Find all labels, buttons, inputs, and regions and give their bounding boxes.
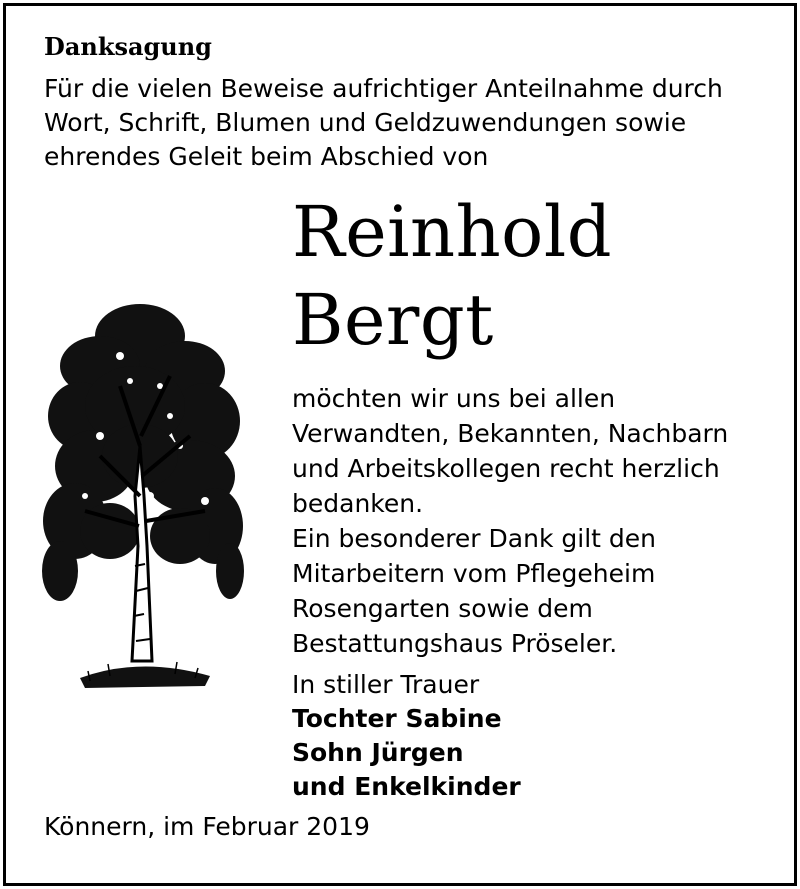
intro-line: ehrendes Geleit beim Abschied von — [44, 142, 489, 171]
signature-block — [292, 668, 772, 804]
thanks-line: möchten wir uns bei allen — [292, 384, 616, 413]
mourner-name: Tochter Sabine — [292, 704, 502, 733]
thanks-text — [292, 381, 772, 661]
deceased-first-name: Reinhold — [292, 191, 613, 273]
place-date: Könnern, im Februar 2019 — [44, 812, 370, 841]
thanks-line: Mitarbeitern vom Pflegeheim — [292, 559, 656, 588]
deceased-name — [292, 188, 612, 364]
thanks-line: Ein besonderer Dank gilt den — [292, 524, 656, 553]
mourner-name: und Enkelkinder — [292, 772, 521, 801]
mourner-name: Sohn Jürgen — [292, 738, 464, 767]
closing-phrase: In stiller Trauer — [292, 670, 480, 699]
thanks-line: bedanken. — [292, 489, 424, 518]
notice-heading: Danksagung — [44, 32, 212, 61]
intro-line: Wort, Schrift, Blumen und Geldzuwendungen sowie — [44, 108, 687, 137]
intro-line: Für die vielen Beweise aufrichtiger Anteilnahme durch — [44, 74, 723, 103]
thanks-line: Rosengarten sowie dem — [292, 594, 593, 623]
intro-text — [44, 72, 764, 174]
deceased-last-name: Bergt — [292, 279, 494, 361]
birch-tree-icon — [40, 296, 245, 696]
thanks-line: Verwandten, Bekannten, Nachbarn — [292, 419, 729, 448]
thanks-line: Bestattungshaus Pröseler. — [292, 629, 618, 658]
thanks-line: und Arbeitskollegen recht herzlich — [292, 454, 720, 483]
